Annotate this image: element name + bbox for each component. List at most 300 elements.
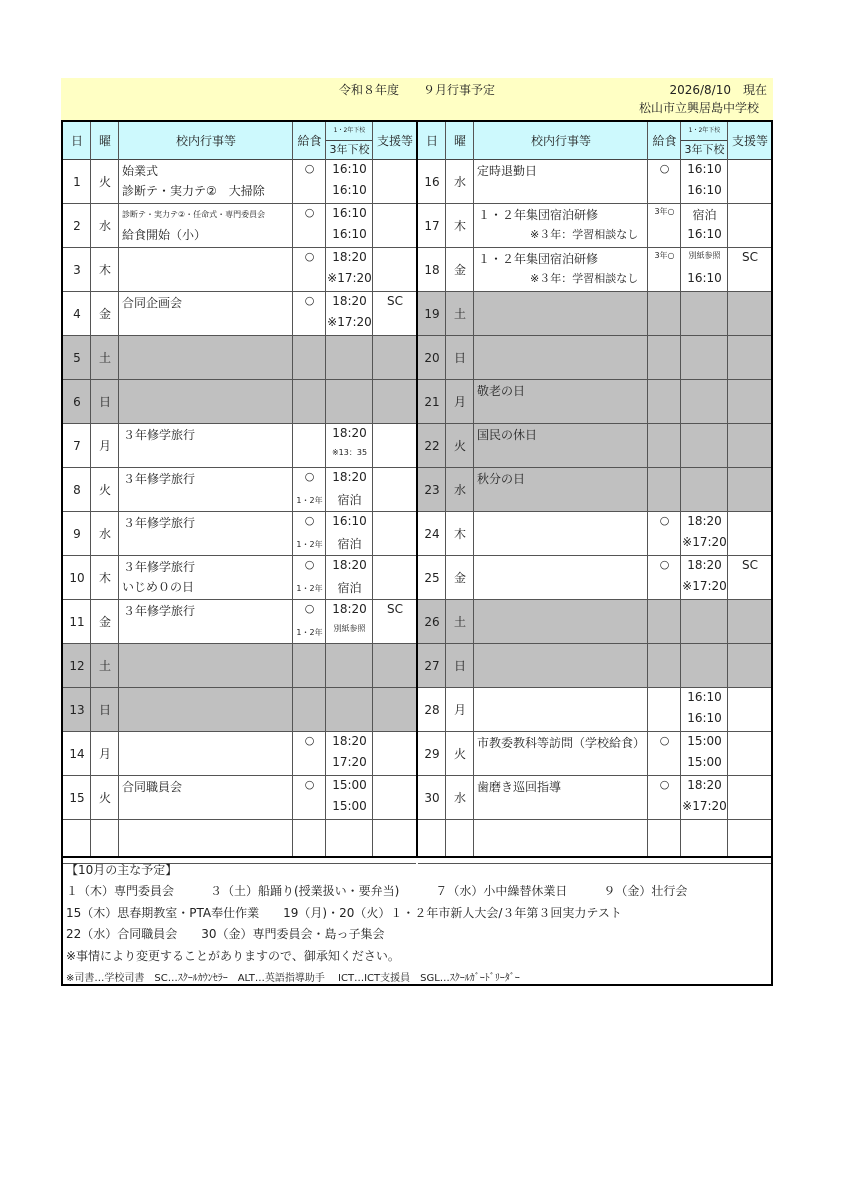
day-number: 27 — [424, 658, 440, 673]
dismissal-time-1: 16:10 — [687, 162, 722, 176]
dismissal-cell — [326, 160, 373, 203]
lunch-cell — [648, 600, 681, 643]
day-of-week: 木 — [453, 219, 466, 233]
event-line-1: 市教委教科等訪問（学校給食） — [477, 736, 646, 750]
lunch-mark: 3年○ — [654, 207, 675, 216]
table-row — [418, 468, 771, 512]
day-of-week: 水 — [98, 219, 111, 233]
schedule-sheet — [61, 78, 773, 986]
day-number: 6 — [73, 394, 81, 409]
events-cell — [474, 248, 648, 291]
lunch-mark: ○ — [659, 162, 670, 175]
events-cell — [474, 424, 648, 467]
day-of-week: 木 — [98, 263, 111, 277]
day-number: 4 — [73, 306, 81, 321]
support-cell — [728, 292, 772, 335]
dismissal-time-2: ※17:20 — [327, 271, 372, 285]
day-of-week: 土 — [453, 307, 466, 321]
events-cell — [119, 688, 293, 731]
notes-line-2: 15（木）思春期教室・PTA奉仕作業 19（月)・20（火）１・２年市新人大会/３年第３回実力テスト — [66, 906, 622, 920]
title-month: ９月行事予定 — [423, 83, 496, 97]
event-line-2: いじめ０の日 — [122, 580, 195, 594]
dismissal-time-1: 16:10 — [332, 514, 367, 528]
day-of-week: 火 — [98, 175, 111, 189]
event-line-1: 始業式 — [122, 164, 159, 178]
lunch-cell — [293, 600, 326, 643]
support-cell — [728, 160, 772, 203]
dismissal-cell — [681, 336, 728, 379]
lunch-cell — [293, 248, 326, 291]
event-line-1: 合同職員会 — [122, 780, 183, 794]
lunch-cell — [648, 380, 681, 423]
support-cell — [728, 644, 772, 687]
table-row — [418, 732, 771, 776]
day-number: 30 — [424, 790, 440, 805]
support-value: SC — [387, 602, 403, 616]
school-name: 松山市立興居島中学校 — [638, 101, 759, 115]
events-cell — [119, 292, 293, 335]
day-of-week: 日 — [98, 703, 111, 717]
event-line-1: １・２年集団宿泊研修 — [478, 252, 599, 266]
lunch-mark: ○ — [304, 206, 315, 219]
calendar-table — [61, 120, 773, 856]
lunch-mark: ○ — [304, 602, 315, 615]
support-cell — [373, 336, 417, 379]
dismissal-time-1: 15:00 — [687, 734, 722, 748]
dismissal-time-1: 18:20 — [687, 778, 722, 792]
support-cell — [373, 160, 417, 203]
support-cell — [373, 644, 417, 687]
dismissal-cell — [326, 336, 373, 379]
events-cell — [119, 468, 293, 511]
day-number: 1 — [73, 174, 81, 189]
day-of-week: 月 — [453, 703, 466, 717]
dismissal-cell — [326, 380, 373, 423]
dismissal-cell — [681, 380, 728, 423]
support-cell — [373, 776, 417, 819]
dismissal-time-2: 16:10 — [332, 227, 367, 241]
table-row — [63, 512, 416, 556]
dismissal-time-2: 別紙参照 — [333, 624, 366, 633]
column-divider — [473, 122, 474, 856]
event-line-1: 歯磨き巡回指導 — [477, 780, 562, 794]
events-cell — [474, 776, 648, 819]
events-cell — [119, 556, 293, 599]
table-row — [418, 248, 771, 292]
header-support: 支援等 — [376, 134, 413, 148]
events-cell — [474, 556, 648, 599]
notes-line-4: ※事情により変更することがありますので、御承知ください。 — [66, 949, 400, 963]
dismissal-time-1: 18:20 — [687, 558, 722, 572]
table-row — [63, 732, 416, 776]
day-of-week: 日 — [453, 351, 466, 365]
table-row — [63, 380, 416, 424]
support-cell — [373, 688, 417, 731]
events-cell — [119, 380, 293, 423]
dismissal-cell — [681, 688, 728, 731]
title-era: 令和８年度 — [338, 83, 399, 97]
lunch-mark: ○ — [304, 162, 315, 175]
event-line-1: ３年修学旅行 — [123, 604, 196, 618]
event-line-2: ※３年：学習相談なし — [530, 272, 639, 285]
support-cell — [728, 248, 772, 291]
day-of-week: 土 — [453, 615, 466, 629]
table-row — [63, 644, 416, 688]
dismissal-cell — [681, 160, 728, 203]
lunch-cell — [293, 512, 326, 555]
lunch-mark: ○ — [304, 558, 315, 571]
lunch-note: 1・2年 — [296, 584, 323, 593]
day-of-week: 水 — [453, 483, 466, 497]
events-cell — [474, 512, 648, 555]
support-cell — [373, 380, 417, 423]
dismissal-cell — [681, 732, 728, 775]
table-row — [418, 556, 771, 600]
notes-section — [61, 856, 773, 986]
lunch-cell — [293, 292, 326, 335]
dismissal-time-2: 17:20 — [332, 755, 367, 769]
day-of-week: 月 — [453, 395, 466, 409]
lunch-cell — [293, 644, 326, 687]
table-row — [63, 160, 416, 204]
dismissal-time-2: 16:10 — [687, 183, 722, 197]
support-cell — [728, 336, 772, 379]
lunch-cell — [648, 732, 681, 775]
event-line-1: 合同企画会 — [122, 296, 183, 310]
dismissal-cell — [681, 556, 728, 599]
day-of-week: 火 — [98, 483, 111, 497]
table-row — [63, 336, 416, 380]
header-events: 校内行事等 — [530, 134, 591, 148]
support-cell — [728, 204, 772, 247]
lunch-cell — [648, 204, 681, 247]
support-cell — [373, 468, 417, 511]
day-number: 14 — [69, 746, 85, 761]
day-number: 11 — [69, 614, 85, 629]
day-number: 2 — [73, 218, 81, 233]
day-of-week: 火 — [453, 439, 466, 453]
dismissal-cell — [326, 556, 373, 599]
day-of-week: 火 — [453, 747, 466, 761]
event-line-2: ※３年：学習相談なし — [530, 228, 639, 241]
event-line-1: １・２年集団宿泊研修 — [478, 208, 599, 222]
event-line-2: 診断テ・実力テ② 大掃除 — [122, 184, 265, 198]
column-divider — [680, 122, 681, 856]
day-number: 15 — [69, 790, 85, 805]
day-of-week: 月 — [98, 439, 111, 453]
table-row — [418, 424, 771, 468]
lunch-cell — [648, 556, 681, 599]
lunch-cell — [648, 292, 681, 335]
day-of-week: 日 — [98, 395, 111, 409]
dismissal-cell — [681, 248, 728, 291]
lunch-mark: ○ — [659, 558, 670, 571]
day-number: 22 — [424, 438, 440, 453]
column-divider — [647, 122, 648, 856]
dismissal-time-2: 15:00 — [687, 755, 722, 769]
day-of-week: 水 — [98, 527, 111, 541]
events-cell — [119, 776, 293, 819]
notes-heading: 【10月の主な予定】 — [66, 863, 178, 877]
lunch-cell — [293, 732, 326, 775]
lunch-cell — [648, 336, 681, 379]
lunch-cell — [648, 776, 681, 819]
day-number: 8 — [73, 482, 81, 497]
day-number: 29 — [424, 746, 440, 761]
day-number: 7 — [73, 438, 81, 453]
events-cell — [474, 688, 648, 731]
table-row — [418, 160, 771, 204]
right-half — [418, 122, 771, 856]
title-bar — [61, 78, 773, 120]
dismissal-time-1: 18:20 — [332, 558, 367, 572]
events-cell — [119, 600, 293, 643]
dismissal-cell — [326, 732, 373, 775]
day-of-week: 金 — [453, 263, 466, 277]
support-cell — [728, 776, 772, 819]
day-of-week: 土 — [98, 351, 111, 365]
day-number: 23 — [424, 482, 440, 497]
dismissal-cell — [681, 204, 728, 247]
dismissal-time-1: 18:20 — [332, 470, 367, 484]
lunch-cell — [648, 424, 681, 467]
dismissal-time-2: ※17:20 — [682, 579, 727, 593]
table-row — [63, 468, 416, 512]
header-events: 校内行事等 — [175, 134, 236, 148]
support-cell — [373, 512, 417, 555]
dismissal-time-1: 18:20 — [332, 426, 367, 440]
day-number: 26 — [424, 614, 440, 629]
support-cell — [728, 512, 772, 555]
dismissal-cell — [681, 424, 728, 467]
day-of-week: 水 — [453, 791, 466, 805]
table-row — [63, 556, 416, 600]
support-value: SC — [742, 250, 758, 264]
header-dow: 曜 — [453, 134, 466, 148]
column-divider — [118, 122, 119, 856]
dismissal-time-1: 16:10 — [332, 206, 367, 220]
table-row — [418, 776, 771, 820]
table-header-row — [63, 122, 416, 160]
dismissal-time-1: 16:10 — [332, 162, 367, 176]
dismissal-time-2: ※17:20 — [682, 535, 727, 549]
day-number: 13 — [69, 702, 85, 717]
events-cell — [119, 424, 293, 467]
header-dow: 曜 — [98, 134, 111, 148]
support-cell — [373, 732, 417, 775]
lunch-cell — [293, 380, 326, 423]
events-cell — [474, 468, 648, 511]
dismissal-time-1: 別紙参照 — [688, 251, 721, 260]
events-cell — [119, 336, 293, 379]
support-cell — [728, 424, 772, 467]
header-leave-12: 1・2年下校 — [333, 127, 366, 134]
lunch-mark: ○ — [659, 734, 670, 747]
day-of-week: 木 — [98, 571, 111, 585]
day-number: 12 — [69, 658, 85, 673]
day-number: 19 — [424, 306, 440, 321]
notes-line-5: ※司書…学校司書 SC…ｽｸｰﾙｶｳﾝｾﾗｰ ALT…英語指導助手 ICT…ICT支援員 SGL…ｽｸｰﾙｶﾞｰﾄﾞﾘｰﾀﾞｰ — [66, 973, 520, 984]
dismissal-cell — [326, 424, 373, 467]
dismissal-time-2: 宿泊 — [337, 581, 362, 595]
support-cell — [373, 292, 417, 335]
table-row — [418, 336, 771, 380]
lunch-cell — [648, 248, 681, 291]
header-lunch: 給食 — [652, 134, 677, 148]
as-of-date: 2026/8/10 現在 — [669, 83, 767, 97]
dismissal-time-1: 16:10 — [687, 690, 722, 704]
events-cell — [474, 160, 648, 203]
lunch-cell — [293, 688, 326, 731]
day-of-week: 木 — [453, 527, 466, 541]
dismissal-cell — [681, 512, 728, 555]
dismissal-cell — [326, 600, 373, 643]
dismissal-cell — [326, 248, 373, 291]
lunch-cell — [293, 468, 326, 511]
lunch-cell — [293, 204, 326, 247]
dismissal-time-1: 18:20 — [687, 514, 722, 528]
column-divider — [727, 122, 728, 856]
table-row — [418, 512, 771, 556]
support-value: SC — [742, 558, 758, 572]
support-cell — [728, 556, 772, 599]
support-cell — [373, 248, 417, 291]
dismissal-cell — [681, 292, 728, 335]
table-row — [418, 600, 771, 644]
day-of-week: 月 — [98, 747, 111, 761]
events-cell — [474, 644, 648, 687]
event-line-1: ３年修学旅行 — [123, 428, 196, 442]
dismissal-time-2: 16:10 — [687, 227, 722, 241]
dismissal-cell — [681, 468, 728, 511]
table-row — [63, 204, 416, 248]
events-cell — [119, 644, 293, 687]
dismissal-cell — [681, 776, 728, 819]
dismissal-time-1: 18:20 — [332, 294, 367, 308]
lunch-mark: ○ — [304, 294, 315, 307]
events-cell — [474, 204, 648, 247]
lunch-cell — [648, 688, 681, 731]
lunch-mark: ○ — [659, 778, 670, 791]
support-cell — [373, 204, 417, 247]
day-number: 25 — [424, 570, 440, 585]
dismissal-time-2: ※17:20 — [327, 315, 372, 329]
dismissal-time-2: 16:10 — [687, 271, 722, 285]
notes-line-1: １（木）専門委員会 ３（土）船踊り(授業扱い・要弁当) ７（水）小中繰替休業日 ９（金）壮行会 — [66, 884, 688, 898]
header-support: 支援等 — [731, 134, 768, 148]
dismissal-time-2: 15:00 — [332, 799, 367, 813]
lunch-cell — [293, 776, 326, 819]
header-day: 日 — [425, 134, 438, 148]
dismissal-cell — [326, 512, 373, 555]
dismissal-cell — [326, 204, 373, 247]
day-of-week: 火 — [98, 791, 111, 805]
events-cell — [474, 380, 648, 423]
table-row — [418, 292, 771, 336]
table-row — [63, 424, 416, 468]
table-row — [63, 248, 416, 292]
event-line-1: 秋分の日 — [477, 472, 526, 486]
dismissal-time-1: 18:20 — [332, 734, 367, 748]
dismissal-time-2: 16:10 — [332, 183, 367, 197]
lunch-mark: ○ — [304, 514, 315, 527]
column-divider — [325, 122, 326, 856]
dismissal-cell — [326, 292, 373, 335]
day-number: 3 — [73, 262, 81, 277]
events-cell — [119, 732, 293, 775]
event-line-1: 定時退勤日 — [477, 164, 538, 178]
events-cell — [119, 204, 293, 247]
events-cell — [474, 732, 648, 775]
dismissal-cell — [681, 644, 728, 687]
day-number: 21 — [424, 394, 440, 409]
day-number: 17 — [424, 218, 440, 233]
day-of-week: 日 — [453, 659, 466, 673]
day-number: 18 — [424, 262, 440, 277]
support-cell — [373, 600, 417, 643]
day-of-week: 金 — [98, 307, 111, 321]
lunch-cell — [648, 644, 681, 687]
column-divider — [292, 122, 293, 856]
event-line-1: 敬老の日 — [477, 384, 526, 398]
table-row — [63, 600, 416, 644]
event-line-1: ３年修学旅行 — [123, 472, 196, 486]
lunch-mark: ○ — [304, 470, 315, 483]
day-number: 16 — [424, 174, 440, 189]
dismissal-cell — [681, 600, 728, 643]
event-line-1: 国民の休日 — [477, 428, 538, 442]
header-lunch: 給食 — [297, 134, 322, 148]
lunch-cell — [293, 336, 326, 379]
lunch-mark: 3年○ — [654, 251, 675, 260]
support-cell — [728, 732, 772, 775]
lunch-mark: ○ — [659, 514, 670, 527]
event-line-1: ３年修学旅行 — [123, 560, 196, 574]
events-cell — [474, 336, 648, 379]
day-number: 24 — [424, 526, 440, 541]
dismissal-time-1: 15:00 — [332, 778, 367, 792]
day-number: 28 — [424, 702, 440, 717]
support-cell — [728, 468, 772, 511]
support-cell — [728, 688, 772, 731]
day-of-week: 水 — [453, 175, 466, 189]
lunch-mark: ○ — [304, 250, 315, 263]
day-number: 9 — [73, 526, 81, 541]
lunch-cell — [648, 468, 681, 511]
day-number: 5 — [73, 350, 81, 365]
table-row — [418, 204, 771, 248]
notes-line-3: 22（水）合同職員会 30（金）専門委員会・島っ子集会 — [66, 927, 385, 941]
header-leave-12: 1・2年下校 — [688, 127, 721, 134]
column-divider — [445, 122, 446, 856]
event-line-1: 診断テ・実力テ②・任命式・専門委員会 — [122, 210, 266, 219]
header-leave-3: 3年下校 — [681, 140, 728, 160]
events-cell — [474, 600, 648, 643]
lunch-mark: ○ — [304, 778, 315, 791]
lunch-cell — [293, 424, 326, 467]
table-row — [418, 380, 771, 424]
table-header-row — [418, 122, 771, 160]
table-row — [418, 688, 771, 732]
events-cell — [119, 248, 293, 291]
header-day: 日 — [70, 134, 83, 148]
day-number: 20 — [424, 350, 440, 365]
column-divider — [372, 122, 373, 856]
dismissal-time-2: 16:10 — [687, 711, 722, 725]
lunch-note: 1・2年 — [296, 496, 323, 505]
left-half — [63, 122, 418, 856]
lunch-note: 1・2年 — [296, 628, 323, 637]
